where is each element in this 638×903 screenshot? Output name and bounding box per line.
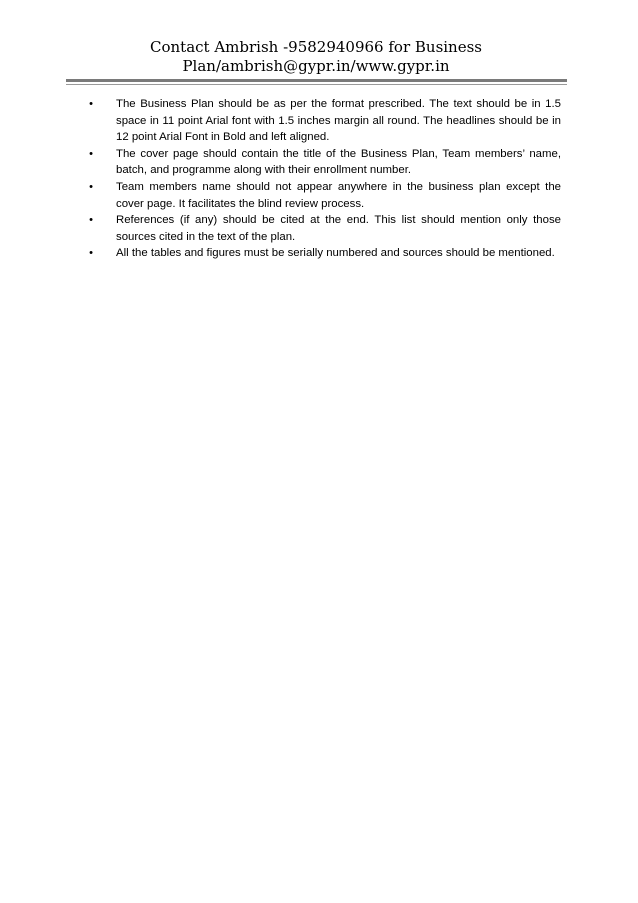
list-item-text: All the tables and figures must be serially numbered and sources should be mentioned. [116,247,555,260]
list-item-text: The cover page should contain the title of the Business Plan, Team members’ name, batch, and programme along with their enrollment number. [116,147,561,177]
page-header [66,38,566,76]
list-item [86,146,561,179]
bullet-icon: • [89,180,93,193]
list-item-text: The Business Plan should be as per the format prescribed. The text should be in 1.5 space in 11 point Arial font with 1.5 inches margin all round. The headlines should be in 12 point Arial Font in Bold and left aligned. [116,98,561,144]
header-divider [66,79,567,82]
list-item-text: References (if any) should be cited at the end. This list should mention only those sources cited in the text of the plan. [116,214,561,243]
list-item [86,212,561,245]
bullet-icon: • [89,214,93,227]
bullet-icon: • [89,247,93,260]
list-item [86,96,561,146]
header-divider-thin [66,84,567,85]
list-item [86,179,561,212]
header-line-email-website: Plan/ambrish@gypr.in/www.gypr.in [182,57,450,75]
guidelines-list [86,96,561,262]
bullet-icon: • [89,147,93,160]
bullet-icon: • [89,98,93,110]
list-item-text: Team members name should not appear anywhere in the business plan except the cover page. It facilitates the blind review process. [116,180,561,210]
header-line-contact: Contact Ambrish -9582940966 for Business [150,38,482,56]
list-item [86,245,561,262]
